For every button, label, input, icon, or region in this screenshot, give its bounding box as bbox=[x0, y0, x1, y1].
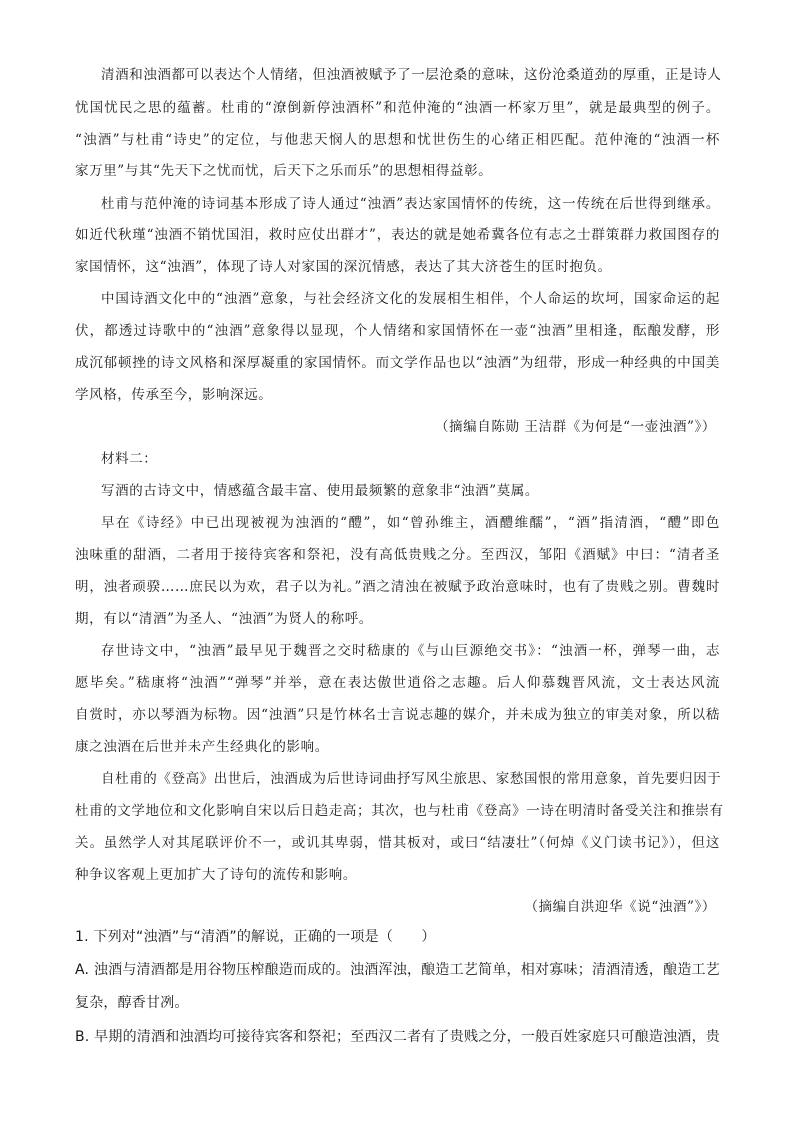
source-citation: （摘编自洪迎华《说“浊酒”》） bbox=[524, 899, 716, 915]
text-line: 明，浊者顽骙……庶民以为欢，君子以为礼。”酒之清浊在被赋予政治意味时，也有了贵贱之别。曹魏时 bbox=[75, 579, 720, 595]
text-line: 自杜甫的《登高》出世后，浊酒成为后世诗词曲抒写风尘旅思、家愁国恨的常用意象，首先要归因于 bbox=[101, 771, 722, 787]
text-line: 清酒和浊酒都可以表达个人情绪，但浊酒被赋予了一层沧桑的意味，这份沧桑道劲的厚重，正是诗人 bbox=[101, 67, 722, 83]
text-line: 自赏时，亦以琴酒为标物。因“浊酒”只是竹林名士言说志趣的媒介，并未成为独立的审美对象，所以嵇 bbox=[75, 707, 720, 723]
text-line: 家国情怀，这“浊酒”，体现了诗人对家国的深沉情感，表达了其大济苍生的匡时抱负。 bbox=[75, 259, 612, 275]
text-line: 种争议客观上更加扩大了诗句的流传和影响。 bbox=[75, 867, 357, 883]
option-a-line: A. 浊酒与清酒都是用谷物压榨酿造而成的。浊酒浑浊，酿造工艺简单，相对寡味；清酒清透，酿造工艺 bbox=[75, 962, 720, 978]
text-line: 家万里”与其“先天下之忧而忧，后天下之乐而乐”的思想相得益彰。 bbox=[75, 163, 493, 179]
text-line: 期，有以“清酒”为圣人、“浊酒”为贤人的称呼。 bbox=[75, 611, 373, 627]
text-line: 如近代秋瑾“浊酒不销忧国泪，救时应仗出群才”，表达的就是她希冀各位有志之士群策群力救国图存的 bbox=[75, 227, 720, 243]
option-b-line: B. 早期的清酒和浊酒均可接待宾客和祭祀；至西汉二者有了贵贱之分，一般百姓家庭只可酿造浊酒，贵 bbox=[75, 1029, 720, 1045]
text-line: 存世诗文中，“浊酒”最早见于魏晋之交时嵇康的《与山巨源绝交书》：“浊酒一杯，弹琴一曲，志 bbox=[101, 643, 720, 659]
text-line: 成沉郁顿挫的诗文风格和深厚凝重的家国情怀。而文学作品也以“浊酒”为纽带，形成一种经典的中国美 bbox=[75, 355, 720, 371]
text-line: 愿毕矣。”嵇康将“浊酒”“弹琴”并举，意在表达傲世逍俗之志趣。后人仰慕魏晋风流，文士表达风流 bbox=[75, 675, 720, 691]
option-a-line: 复杂，醇香甘冽。 bbox=[75, 995, 189, 1011]
source-citation: （摘编自陈勋 王洁群《为何是“一壶浊酒”》） bbox=[434, 419, 716, 435]
text-line: 忧国忧民之思的蕴蓄。杜甫的“潦倒新停浊酒杯”和范仲淹的“浊酒一杯家万里”，就是最典型的例子。 bbox=[75, 100, 720, 116]
text-line: 杜甫与范仲淹的诗词基本形成了诗人通过“浊酒”表达家国情怀的传统，这一传统在后世得到继承。 bbox=[101, 196, 720, 212]
text-line: 写酒的古诗文中，情感蕴含最丰富、使用最频繁的意象非“浊酒”莫属。 bbox=[101, 483, 540, 499]
section-heading: 材料二： bbox=[101, 451, 158, 467]
text-line: 中国诗酒文化中的“浊酒”意象，与社会经济文化的发展相生相伴，个人命运的坎坷，国家命运的起 bbox=[101, 291, 720, 307]
text-line: 学风格，传承至今，影响深远。 bbox=[75, 387, 273, 403]
text-line: 伏，都透过诗歌中的“浊酒”意象得以显现，个人情绪和家国情怀在一壶“浊酒”里相逢，酝酿发酵，形 bbox=[75, 323, 720, 339]
text-line: “浊酒”与杜甫“诗史”的定位，与他悲天悯人的思想和忧世伤生的心绪正相匹配。范仲淹的“浊酒一杯 bbox=[75, 132, 720, 148]
question-stem: 1. 下列对“浊酒”与“清酒”的解说，正确的一项是（ ） bbox=[75, 929, 436, 945]
text-line: 关。虽然学人对其尾联评价不一，或讥其卑弱，惜其板对，或曰“结凄壮”（何焯《义门读书记》），但这 bbox=[75, 835, 720, 851]
text-line: 浊味重的甜酒，二者用于接待宾客和祭祀，没有高低贵贱之分。至西汉，邹阳《酒赋》中曰：“清者圣 bbox=[75, 547, 720, 563]
text-line: 杜甫的文学地位和文化影响自宋以后日趋走高；其次，也与杜甫《登高》一诗在明清时备受关注和推崇有 bbox=[75, 803, 724, 819]
text-line: 早在《诗经》中已出现被视为浊酒的“醴”，如“曾孙维主，酒醴维醹”，“酒”指清酒，“醴”即色 bbox=[101, 515, 720, 531]
text-line: 康之浊酒在后世并未产生经典化的影响。 bbox=[75, 739, 329, 755]
